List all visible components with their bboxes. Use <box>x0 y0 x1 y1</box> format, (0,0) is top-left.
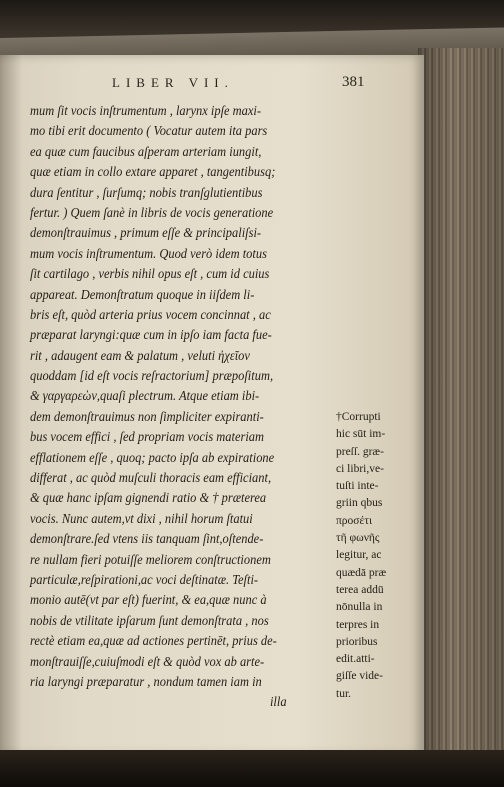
text-line: monio autē(vt par eſt) fuerint, & ea,quæ nunc à <box>30 592 267 608</box>
text-line: dem demonſtrauimus non ſimpliciter expiranti- <box>30 408 264 424</box>
text-line: nobis de vtilitate ipſarum ſunt demonſtrata , nos <box>30 612 269 628</box>
text-line: monſtrauiſſe,cuiuſmodi eſt & quòd vox ab arte- <box>30 653 265 669</box>
text-line: vocis. Nunc autem,vt dixi , nihil horum ſtatui <box>30 510 253 526</box>
margin-note-line: †Corrupti <box>336 411 381 423</box>
text-line: mum vocis inſtrumentum. Quod verò idem totus <box>30 245 267 261</box>
text-line: re nullam fieri potuiſſe meliorem conſtructionem <box>30 551 271 567</box>
background-bottom <box>0 750 504 787</box>
margin-note-line: quædā præ <box>336 566 387 579</box>
text-line: ria laryngi præparatur , nondum tamen iam in <box>30 673 262 689</box>
margin-note-line: προσέτι <box>336 514 373 527</box>
page-gutter-shadow <box>0 55 22 755</box>
margin-note-line: prioribus <box>336 635 378 648</box>
margin-note-line: legitur, ac <box>336 549 382 562</box>
text-line: & γαργαρεὼν,quaſi plectrum. Atque etiam ibi- <box>30 388 260 404</box>
text-line: quæ etiam in collo extare apparet , tangentibusq; <box>30 164 276 180</box>
page-number: 381 <box>342 74 365 90</box>
text-line: mum ſit vocis inſtrumentum , larynx ipſe maxi- <box>30 103 262 118</box>
text-line: dura ſentitur , ſurſumq; nobis tranſglutientibus <box>30 184 263 200</box>
text-line: particulæ,reſpirationi,ac voci deſtinatæ. Teſti- <box>30 571 259 587</box>
text-line: rectè etiam ea,quæ ad actiones pertinēt, prius de- <box>30 633 277 649</box>
text-line: illa <box>269 694 287 710</box>
margin-note-line: griin qbus <box>336 497 383 510</box>
margin-note-line: preſſ. græ- <box>336 445 384 458</box>
margin-note-line: hic sūt im- <box>336 428 386 441</box>
running-head: LIBER VII. <box>112 75 234 90</box>
text-line: bris eſt, quòd arteria prius vocem concinnat , ac <box>30 306 271 322</box>
text-line: demonſtrauimus , primum eſſe & principaliſsi- <box>30 225 262 241</box>
margin-note <box>336 409 412 703</box>
margin-note-line: tur. <box>336 687 352 700</box>
margin-note-line: terpres in <box>336 618 380 631</box>
text-line: bus vocem effici , ſed propriam vocis materiam <box>30 429 265 445</box>
margin-note-line: giſſe vide- <box>336 670 383 683</box>
text-line: demonſtrare.ſed vtens iis tanquam ſint,oſtende- <box>30 531 264 547</box>
margin-note-line: nōnulla in <box>336 601 383 614</box>
text-line: præparat laryngi:quæ cum in ipſo iam facta fue- <box>30 327 272 343</box>
text-line: fertur. ) Quem ſanè in libris de vocis generatione <box>30 204 274 220</box>
text-line: & quæ hanc ipſam gignendi ratio & † præterea <box>30 490 267 506</box>
margin-note-line: τῆ φωνῆς <box>336 532 380 545</box>
margin-note-line: terea addū <box>336 583 384 596</box>
margin-note-line: ci libri,ve- <box>336 462 384 475</box>
text-line: ſit cartilago , verbis nihil opus eſt , cum id cuius <box>30 266 270 282</box>
text-line: quoddam [id eſt vocis reſractorium] præpoſitum, <box>30 368 274 384</box>
fore-edge-shadow <box>418 48 504 760</box>
main-text-block <box>30 101 330 713</box>
margin-note-line: tuſti inte- <box>336 480 379 493</box>
text-line: appareat. Demonſtratum quoque in iiſdem li- <box>30 286 255 302</box>
text-line: differat , ac quòd muſculi thoracis eam efficiant, <box>30 470 272 486</box>
text-line: efflationem eſſe , quoq; pacto ipſa ab expiratione <box>30 449 275 465</box>
text-line: rit , adaugent eam & palatum , veluti ἠχεῖον <box>30 347 250 363</box>
margin-note-line: edit.atti- <box>336 653 375 666</box>
text-line: mo tibi erit documento ( Vocatur autem ita pars <box>30 123 268 139</box>
text-line: ea quæ cum faucibus aſperam arteriam iungit, <box>30 143 262 159</box>
book-page <box>0 55 424 755</box>
